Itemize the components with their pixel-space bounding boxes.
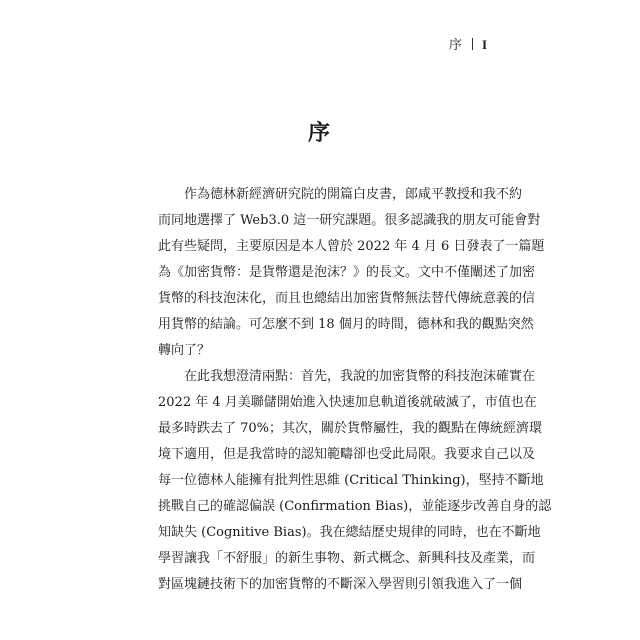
text-line: 作為德林新經濟研究院的開篇白皮書，郎咸平教授和我不約 [184, 187, 523, 202]
text-line: 知缺失 (Cognitive Bias)。我在總結歷史規律的同時，也在不斷地 [158, 525, 541, 540]
text-line: 轉向了？ [158, 343, 211, 358]
paragraph-1 [158, 182, 545, 364]
page-number: I [481, 37, 488, 52]
text-line: 最多時跌去了 70%；其次，關於貨幣屬性，我的觀點在傳統經濟環 [158, 421, 543, 436]
text-line: 貨幣的科技泡沫化，而且也總結出加密貨幣無法替代傳統意義的信 [158, 291, 536, 306]
text-line: 為《加密貨幣：是貨幣還是泡沫？》的長文。文中不僅闡述了加密 [158, 265, 536, 280]
text-line: 用貨幣的結論。可怎麼不到 18 個月的時間，德林和我的觀點突然 [158, 317, 534, 332]
text-line: 此有些疑問，主要原因是本人曾於 2022 年 4 月 6 日發表了一篇題 [158, 239, 545, 254]
text-line: 2022 年 4 月美聯儲開始進入快速加息軌道後就破滅了，市值也在 [158, 395, 537, 410]
paragraph-2 [158, 364, 552, 598]
page-title: 序 [307, 120, 332, 146]
body-text [158, 182, 552, 598]
text-line: 每一位德林人能擁有批判性思維 (Critical Thinking)，堅持不斷地 [158, 473, 544, 488]
text-line: 而同地選擇了 Web3.0 這一研究課題。很多認識我的朋友可能會對 [158, 213, 541, 228]
running-header [449, 34, 488, 53]
text-line: 對區塊鏈技術下的加密貨幣的不斷深入學習則引領我進入了一個 [158, 577, 523, 592]
text-line: 在此我想澄清兩點：首先，我說的加密貨幣的科技泡沫確實在 [184, 369, 536, 384]
text-line: 境下適用，但是我當時的認知範疇卻也受此局限。我要求自己以及 [158, 447, 536, 462]
text-line: 學習讓我「不舒服」的新生事物、新式概念、新興科技及產業，而 [158, 551, 536, 566]
header-divider [472, 38, 473, 50]
text-line: 挑戰自己的確認偏誤 (Confirmation Bias)，並能逐步改善自身的認 [158, 499, 552, 514]
header-section-title: 序 [448, 38, 463, 53]
